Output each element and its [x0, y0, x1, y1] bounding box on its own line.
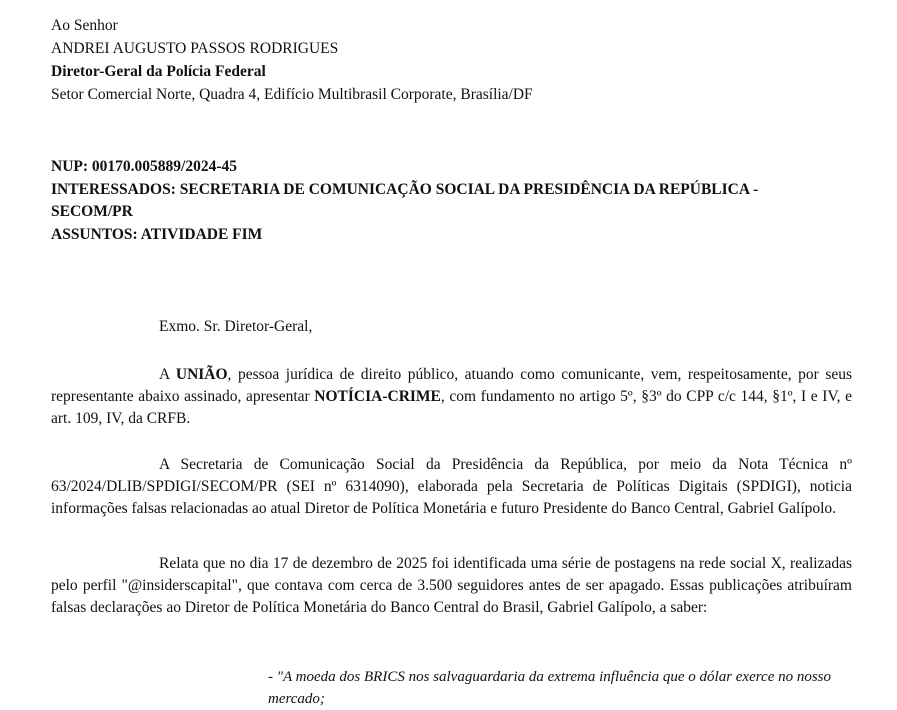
addressee-title: Diretor-Geral da Polícia Federal: [51, 63, 266, 80]
p1-after: , com fundamento no artigo 5º, §3º do CPP c/c 144, §1º, I e IV, e art. 109, IV, da CRFB.: [51, 388, 852, 427]
quote-1: - "A moeda dos BRICS nos salvaguardaria da extrema influência que o dólar exerce no nosso mercado;: [268, 669, 832, 707]
p1-action: NOTÍCIA-CRIME: [314, 388, 441, 405]
paragraph-3: [51, 553, 852, 619]
addressee-name: ANDREI AUGUSTO PASSOS RODRIGUES: [51, 40, 339, 57]
paragraph-1: [51, 364, 852, 430]
p2-text: A Secretaria de Comunicação Social da Presidência da República, por meio da Nota Técnica nº 63/2024/DLIB/SPDIGI/SECOM/PR (SEI nº 6314090), elaborada pela Secretaria de Políticas Digitais (SPDIGI), noticia informações falsas relacionadas ao atual Diretor de Política Monetária e futuro Presidente do Banco Central, Gabriel Galípolo.: [51, 456, 852, 517]
addressee-address: Setor Comercial Norte, Quadra 4, Edifício Multibrasil Corporate, Brasília/DF: [51, 86, 533, 103]
greeting: Exmo. Sr. Diretor-Geral,: [159, 318, 313, 335]
p1-before: A: [159, 366, 176, 383]
p1-entity: UNIÃO: [175, 366, 228, 383]
assuntos-line: ASSUNTOS: ATIVIDADE FIM: [51, 226, 263, 243]
paragraph-2: [51, 454, 852, 520]
interessados-line-1: INTERESSADOS: SECRETARIA DE COMUNICAÇÃO SOCIAL DA PRESIDÊNCIA DA REPÚBLICA -: [51, 181, 759, 198]
p3-text: Relata que no dia 17 de dezembro de 2025 foi identificada uma série de postagens na rede social X, realizadas pelo perfil "@insiderscapital", que contava com cerca de 3.500 seguidores antes de ser apagado. Essas publicações atribuíram falsas declarações ao Diretor de Política Monetária do Banco Central do Brasil, Gabriel Galípolo, a saber:: [51, 555, 852, 616]
interessados-line-2: SECOM/PR: [51, 203, 133, 220]
nup-line: NUP: 00170.005889/2024-45: [51, 158, 237, 175]
p1-middle: , pessoa jurídica de direito público, atuando como comunicante, vem, respeitosamente, por seus representante abaixo assinado, apresentar: [51, 366, 853, 405]
salutation-line: Ao Senhor: [51, 17, 118, 34]
